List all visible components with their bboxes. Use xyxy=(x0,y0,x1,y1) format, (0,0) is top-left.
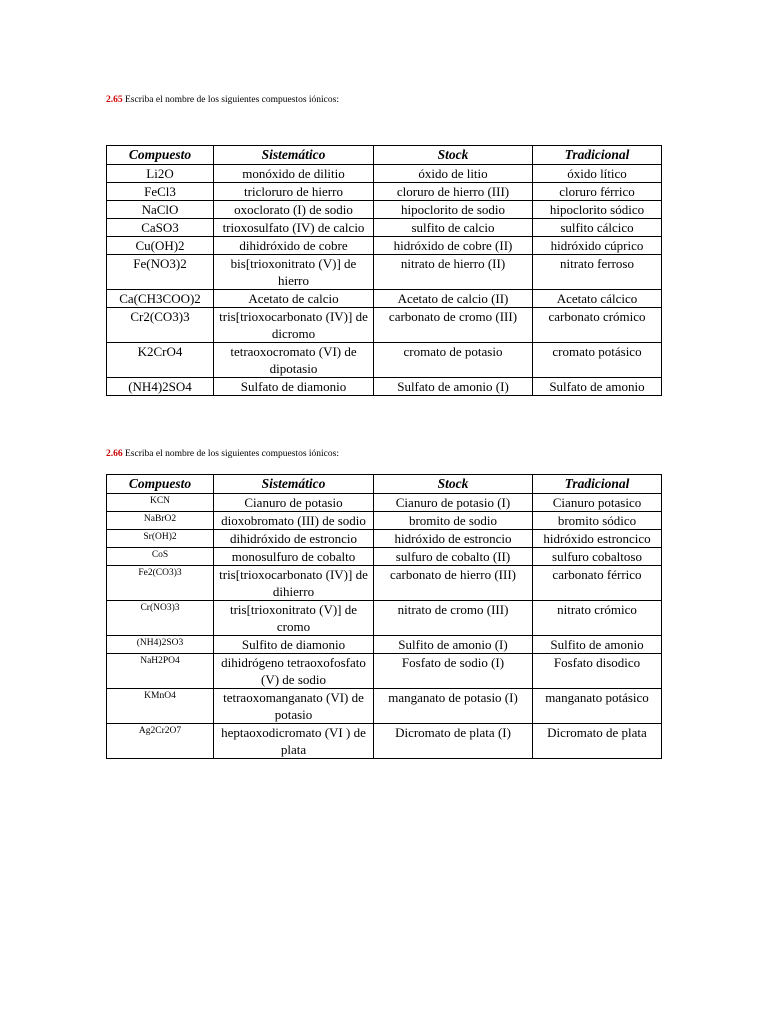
table-row xyxy=(107,378,662,396)
stock-name: Sulfato de amonio (I) xyxy=(374,378,533,396)
header-sistematico: Sistemático xyxy=(214,475,374,494)
stock-name: cromato de potasio xyxy=(374,343,533,378)
traditional-name: hipoclorito sódico xyxy=(533,201,662,219)
systematic-name: dihidróxido de cobre xyxy=(214,237,374,255)
table-row xyxy=(107,343,662,378)
systematic-name: dioxobromato (III) de sodio xyxy=(214,512,374,530)
compound-formula: Sr(OH)2 xyxy=(107,530,214,548)
compound-formula: Cr(NO3)3 xyxy=(107,601,214,636)
exercise-2-65-heading xyxy=(106,95,339,105)
table-row xyxy=(107,636,662,654)
table-row xyxy=(107,183,662,201)
table-row xyxy=(107,494,662,512)
compound-formula: NaH2PO4 xyxy=(107,654,214,689)
table-row xyxy=(107,566,662,601)
header-compuesto: Compuesto xyxy=(107,146,214,165)
systematic-name: Cianuro de potasio xyxy=(214,494,374,512)
table-row xyxy=(107,530,662,548)
systematic-name: Sulfito de diamonio xyxy=(214,636,374,654)
table-row xyxy=(107,290,662,308)
compound-formula: NaClO xyxy=(107,201,214,219)
stock-name: hidróxido de estroncio xyxy=(374,530,533,548)
table-row xyxy=(107,601,662,636)
systematic-name: trioxosulfato (IV) de calcio xyxy=(214,219,374,237)
systematic-name: Acetato de calcio xyxy=(214,290,374,308)
systematic-name: tris[trioxonitrato (V)] de cromo xyxy=(214,601,374,636)
compound-formula: Fe2(CO3)3 xyxy=(107,566,214,601)
traditional-name: carbonato férrico xyxy=(533,566,662,601)
stock-name: Acetato de calcio (II) xyxy=(374,290,533,308)
traditional-name: Dicromato de plata xyxy=(533,724,662,759)
traditional-name: carbonato crómico xyxy=(533,308,662,343)
compound-formula: Ca(CH3COO)2 xyxy=(107,290,214,308)
compound-formula: Fe(NO3)2 xyxy=(107,255,214,290)
table-row xyxy=(107,512,662,530)
systematic-name: heptaoxodicromato (VI ) de plata xyxy=(214,724,374,759)
stock-name: bromito de sodio xyxy=(374,512,533,530)
table-row xyxy=(107,255,662,290)
compound-formula: K2CrO4 xyxy=(107,343,214,378)
header-tradicional: Tradicional xyxy=(533,475,662,494)
systematic-name: tetraoxomanganato (VI) de potasio xyxy=(214,689,374,724)
compound-formula: Li2O xyxy=(107,165,214,183)
header-sistematico: Sistemático xyxy=(214,146,374,165)
exercise-2-66-heading xyxy=(106,449,339,459)
header-tradicional: Tradicional xyxy=(533,146,662,165)
systematic-name: tricloruro de hierro xyxy=(214,183,374,201)
table-row xyxy=(107,237,662,255)
systematic-name: Sulfato de diamonio xyxy=(214,378,374,396)
stock-name: Cianuro de potasio (I) xyxy=(374,494,533,512)
traditional-name: sulfito cálcico xyxy=(533,219,662,237)
systematic-name: tris[trioxocarbonato (IV)] de dihierro xyxy=(214,566,374,601)
table-row xyxy=(107,548,662,566)
table-row xyxy=(107,219,662,237)
stock-name: Sulfito de amonio (I) xyxy=(374,636,533,654)
compound-formula: FeCl3 xyxy=(107,183,214,201)
stock-name: hipoclorito de sodio xyxy=(374,201,533,219)
table-row xyxy=(107,724,662,759)
systematic-name: monosulfuro de cobalto xyxy=(214,548,374,566)
traditional-name: Fosfato disodico xyxy=(533,654,662,689)
traditional-name: cromato potásico xyxy=(533,343,662,378)
stock-name: Fosfato de sodio (I) xyxy=(374,654,533,689)
compound-formula: Cr2(CO3)3 xyxy=(107,308,214,343)
compound-formula: NaBrO2 xyxy=(107,512,214,530)
systematic-name: oxoclorato (I) de sodio xyxy=(214,201,374,219)
stock-name: sulfuro de cobalto (II) xyxy=(374,548,533,566)
systematic-name: monóxido de dilitio xyxy=(214,165,374,183)
compound-formula: CoS xyxy=(107,548,214,566)
stock-name: Dicromato de plata (I) xyxy=(374,724,533,759)
compound-formula: (NH4)2SO4 xyxy=(107,378,214,396)
stock-name: carbonato de hierro (III) xyxy=(374,566,533,601)
compounds-table-2-65 xyxy=(106,145,662,396)
traditional-name: cloruro férrico xyxy=(533,183,662,201)
traditional-name: sulfuro cobaltoso xyxy=(533,548,662,566)
traditional-name: nitrato crómico xyxy=(533,601,662,636)
systematic-name: tetraoxocromato (VI) de dipotasio xyxy=(214,343,374,378)
stock-name: carbonato de cromo (III) xyxy=(374,308,533,343)
stock-name: nitrato de hierro (II) xyxy=(374,255,533,290)
traditional-name: Sulfato de amonio xyxy=(533,378,662,396)
traditional-name: hidróxido cúprico xyxy=(533,237,662,255)
systematic-name: dihidróxido de estroncio xyxy=(214,530,374,548)
stock-name: hidróxido de cobre (II) xyxy=(374,237,533,255)
header-compuesto: Compuesto xyxy=(107,475,214,494)
compound-formula: Ag2Cr2O7 xyxy=(107,724,214,759)
compound-formula: (NH4)2SO3 xyxy=(107,636,214,654)
traditional-name: bromito sódico xyxy=(533,512,662,530)
compound-formula: KCN xyxy=(107,494,214,512)
table-header-row xyxy=(107,146,662,165)
traditional-name: óxido lítico xyxy=(533,165,662,183)
stock-name: nitrato de cromo (III) xyxy=(374,601,533,636)
systematic-name: bis[trioxonitrato (V)] de hierro xyxy=(214,255,374,290)
compounds-table-2-66 xyxy=(106,474,662,759)
stock-name: cloruro de hierro (III) xyxy=(374,183,533,201)
stock-name: sulfito de calcio xyxy=(374,219,533,237)
table-header-row xyxy=(107,475,662,494)
table-row xyxy=(107,201,662,219)
systematic-name: tris[trioxocarbonato (IV)] de dicromo xyxy=(214,308,374,343)
exercise-instruction: Escriba el nombre de los siguientes compuestos iónicos: xyxy=(122,449,339,459)
header-stock: Stock xyxy=(374,146,533,165)
systematic-name: dihidrógeno tetraoxofosfato (V) de sodio xyxy=(214,654,374,689)
traditional-name: Acetato cálcico xyxy=(533,290,662,308)
table-row xyxy=(107,654,662,689)
header-stock: Stock xyxy=(374,475,533,494)
traditional-name: nitrato ferroso xyxy=(533,255,662,290)
traditional-name: Sulfito de amonio xyxy=(533,636,662,654)
traditional-name: manganato potásico xyxy=(533,689,662,724)
traditional-name: Cianuro potasico xyxy=(533,494,662,512)
exercise-number: 2.65 xyxy=(106,95,123,105)
compound-formula: KMnO4 xyxy=(107,689,214,724)
exercise-number: 2.66 xyxy=(106,449,123,459)
table-row xyxy=(107,165,662,183)
stock-name: manganato de potasio (I) xyxy=(374,689,533,724)
table-row xyxy=(107,689,662,724)
compound-formula: CaSO3 xyxy=(107,219,214,237)
compound-formula: Cu(OH)2 xyxy=(107,237,214,255)
table-row xyxy=(107,308,662,343)
stock-name: óxido de litio xyxy=(374,165,533,183)
exercise-instruction: Escriba el nombre de los siguientes compuestos iónicos: xyxy=(122,95,339,105)
traditional-name: hidróxido estroncico xyxy=(533,530,662,548)
